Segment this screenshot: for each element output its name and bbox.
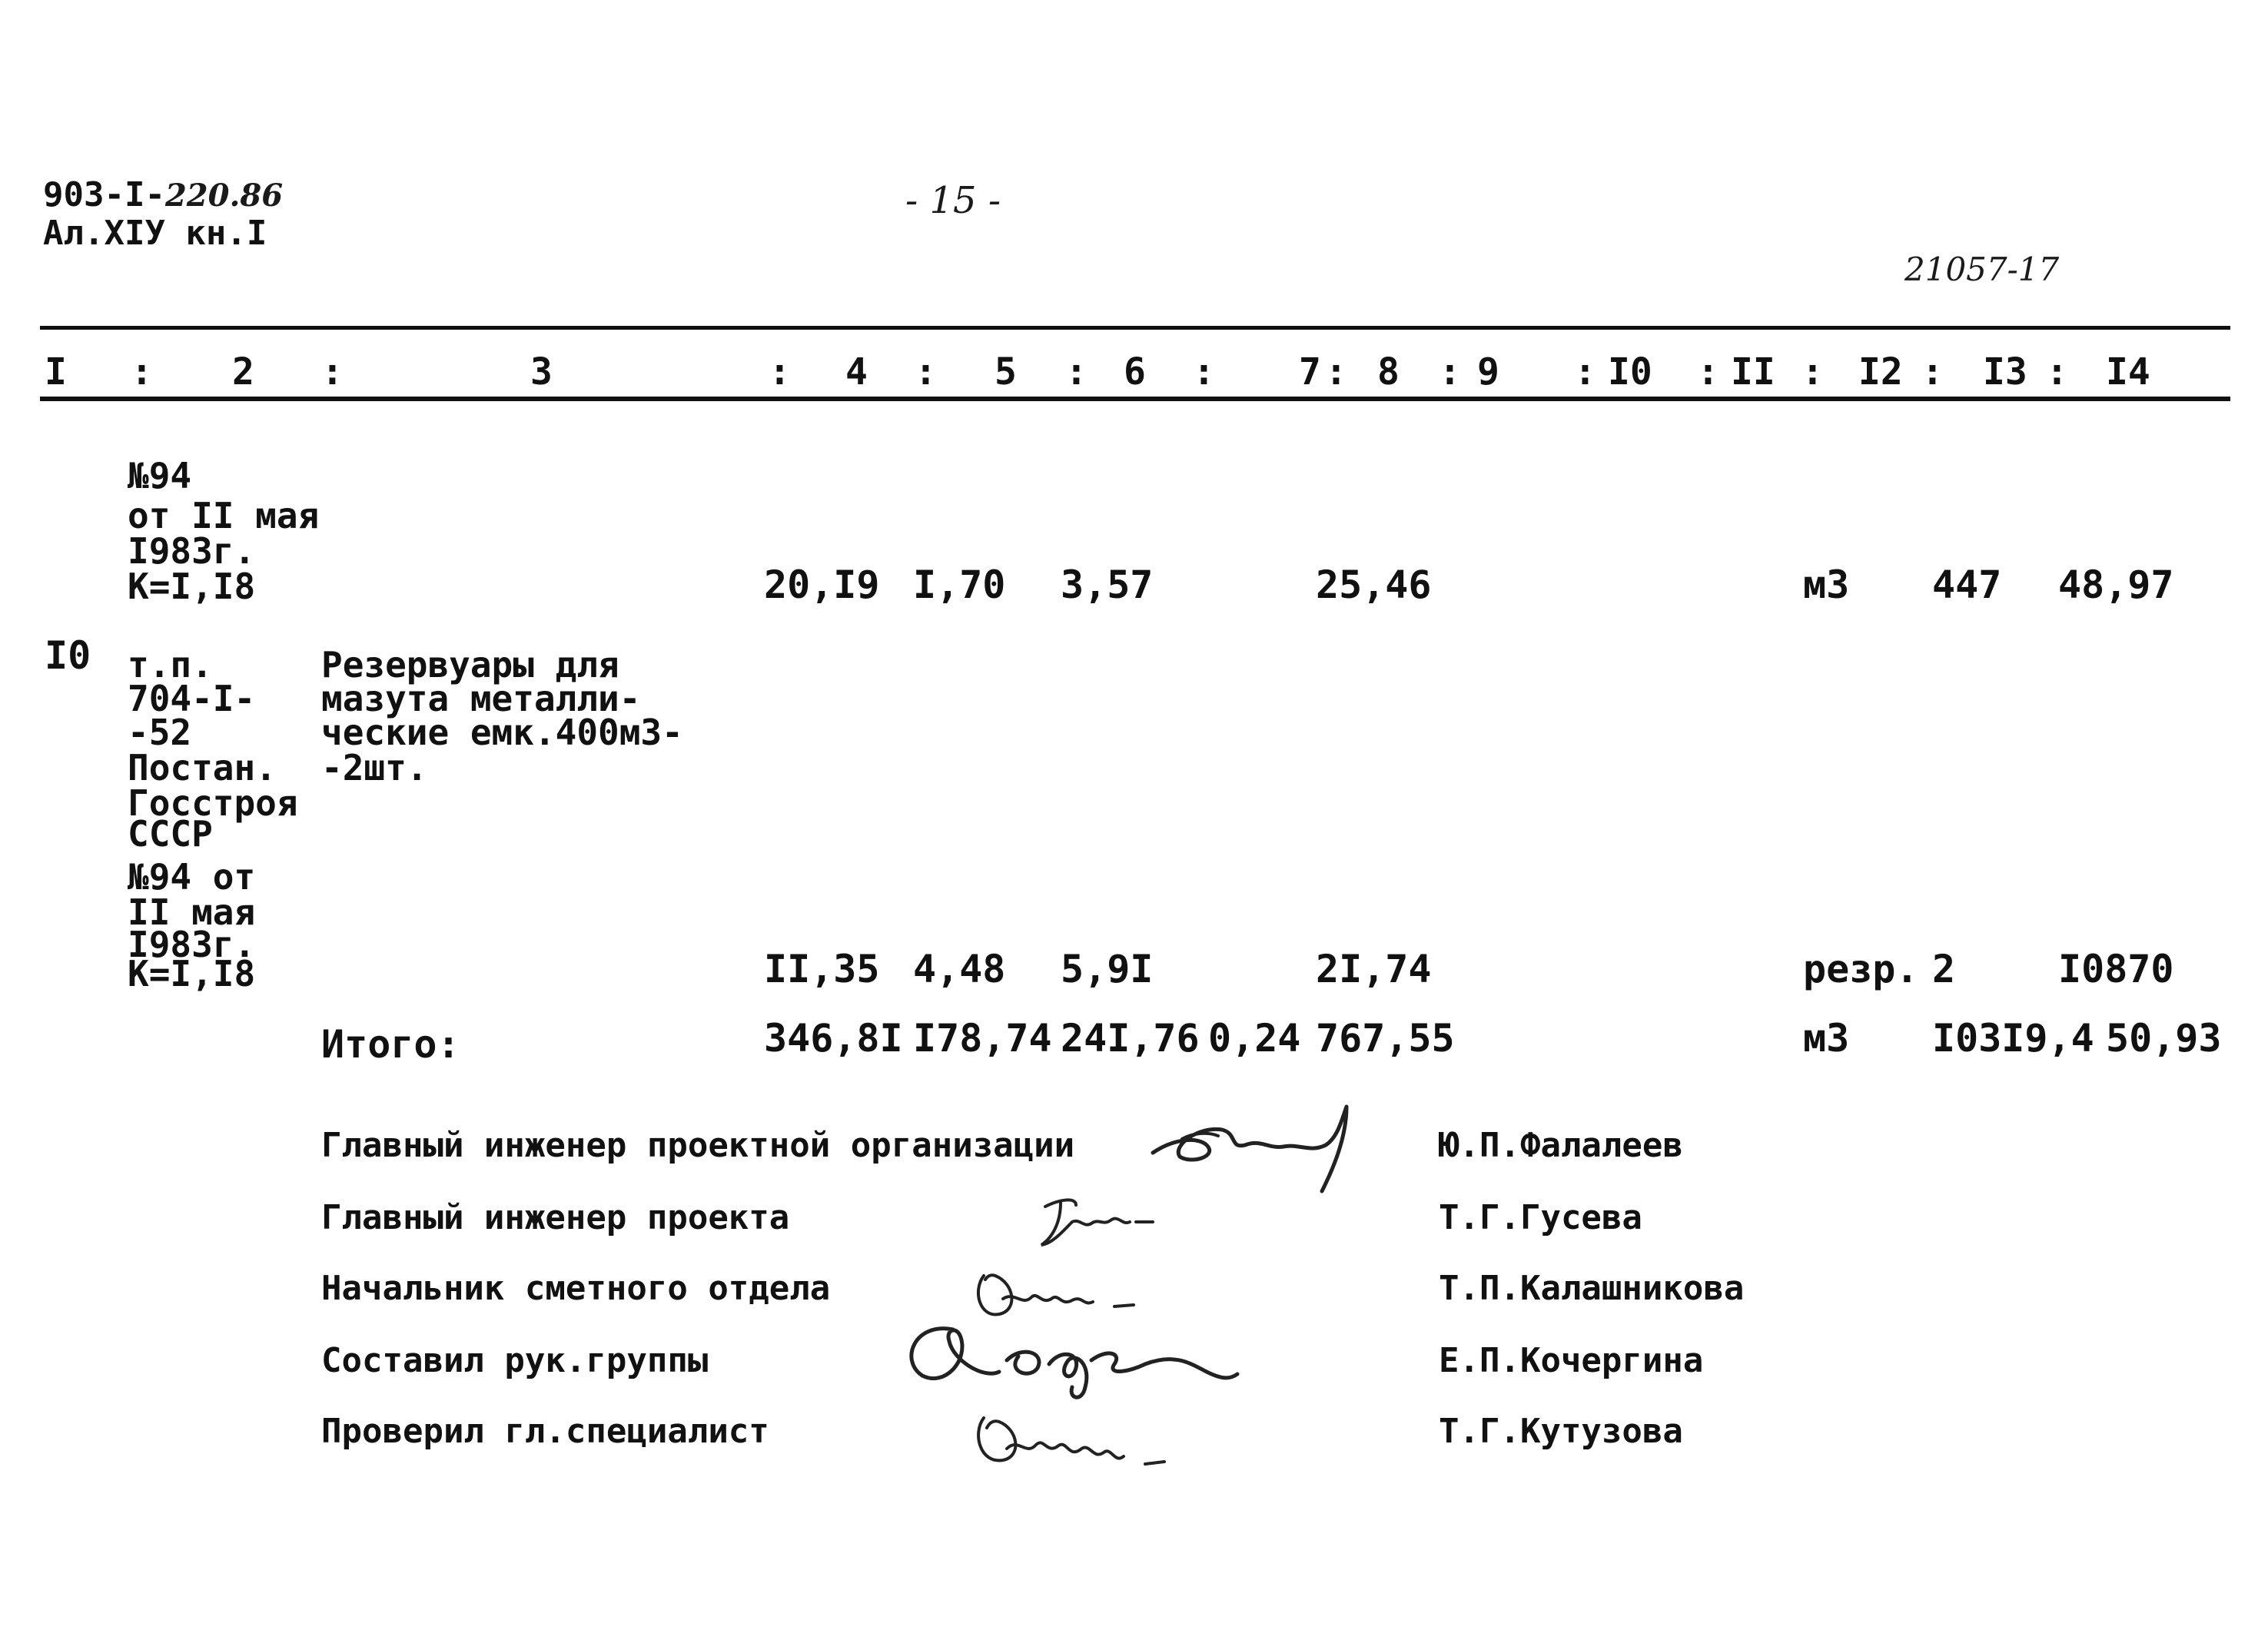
item-name-line: -2шт.: [321, 747, 428, 788]
signature-name: Т.Г.Кутузова: [1439, 1412, 1683, 1451]
value-unit: резр.: [1803, 947, 1919, 991]
column-separator: :: [1193, 350, 1215, 393]
column-separator: :: [1697, 350, 1719, 393]
value-col5: 4,48: [913, 947, 1006, 991]
column-header-14: I4: [2106, 350, 2150, 393]
document-code-printed: 903-I-: [43, 175, 165, 214]
column-header-1: I: [45, 350, 67, 393]
value-col5: I,70: [913, 563, 1006, 607]
column-header-9: 9: [1477, 350, 1499, 393]
basis-line: II мая: [128, 891, 256, 933]
column-separator: :: [1574, 350, 1596, 393]
basis-line: 704-I-: [128, 678, 256, 719]
value-total: 48,97: [2058, 563, 2174, 607]
summary-total: 50,93: [2106, 1016, 2222, 1061]
page-number: - 15 -: [905, 179, 1001, 222]
summary-quantity: I03I9,4: [1932, 1016, 2094, 1061]
value-col6: 5,9I: [1061, 947, 1154, 991]
column-header-4: 4: [845, 350, 868, 393]
handwritten-signature: [961, 1391, 1207, 1491]
item-name-line: Резервуары для: [321, 644, 619, 686]
signature-name: Т.Г.Гусева: [1439, 1198, 1642, 1237]
column-separator: :: [1921, 350, 1944, 393]
value-total: I0870: [2058, 947, 2174, 991]
summary-col8: 767,55: [1316, 1016, 1455, 1061]
column-separator: :: [1439, 350, 1461, 393]
column-separator: :: [1801, 350, 1824, 393]
column-separator: :: [1065, 350, 1088, 393]
column-separator: :: [915, 350, 937, 393]
basis-line: Госстроя: [128, 782, 298, 824]
column-header-6: 6: [1124, 350, 1146, 393]
basis-line: Постан.: [128, 747, 277, 788]
summary-col4: 346,8I: [764, 1016, 903, 1061]
column-header-5: 5: [995, 350, 1017, 393]
value-col8: 2I,74: [1316, 947, 1432, 991]
column-separator: :: [321, 350, 344, 393]
summary-col7: 0,24: [1208, 1016, 1301, 1061]
signature-name: Е.П.Кочергина: [1439, 1341, 1704, 1380]
basis-line: №94 от: [128, 856, 256, 898]
basis-line: I983г.: [128, 530, 256, 572]
value-col8: 25,46: [1316, 563, 1432, 607]
basis-line: -52: [128, 712, 192, 753]
basis-line: СССР: [128, 813, 213, 855]
signature-role: Составил рук.группы: [321, 1341, 709, 1380]
value-quantity: 447: [1932, 563, 2002, 607]
summary-unit: м3: [1803, 1016, 1850, 1061]
column-header-11: II: [1731, 350, 1775, 393]
column-header-7: 7: [1299, 350, 1321, 393]
column-header-12: I2: [1858, 350, 1903, 393]
signature-role: Проверил гл.специалист: [321, 1412, 769, 1451]
signature-name: Т.П.Калашникова: [1439, 1269, 1745, 1308]
signature-role: Главный инженер проекта: [321, 1198, 790, 1237]
document-code-handwritten: 220.86: [164, 178, 284, 214]
value-col4: 20,I9: [764, 563, 880, 607]
column-separator: :: [2046, 350, 2068, 393]
header-top-rule: [40, 326, 2230, 330]
value-col6: 3,57: [1061, 563, 1154, 607]
column-header-13: I3: [1983, 350, 2027, 393]
column-header-10: I0: [1608, 350, 1652, 393]
signature-role: Главный инженер проектной организации: [321, 1126, 1075, 1165]
basis-line: К=I,I8: [128, 566, 256, 607]
column-separator: :: [131, 350, 153, 393]
basis-line: №94: [128, 455, 192, 496]
item-name-line: ческие емк.400м3-: [321, 712, 683, 753]
basis-line: т.п.: [128, 644, 213, 686]
column-header-3: 3: [530, 350, 553, 393]
basis-line: I983г.: [128, 924, 256, 965]
header-bottom-rule: [40, 397, 2230, 401]
value-col4: II,35: [764, 947, 880, 991]
summary-col5: I78,74: [913, 1016, 1052, 1061]
archive-number: 21057-17: [1904, 251, 2060, 288]
column-separator: :: [1325, 350, 1347, 393]
column-header-2: 2: [232, 350, 254, 393]
signature-name: Ю.П.Фалалеев: [1439, 1126, 1683, 1165]
column-header-8: 8: [1377, 350, 1400, 393]
document-code: [43, 177, 283, 215]
summary-label: Итого:: [321, 1022, 460, 1067]
basis-line: от II мая: [128, 495, 320, 536]
summary-col6: 24I,76: [1061, 1016, 1200, 1061]
signature-role: Начальник сметного отдела: [321, 1269, 831, 1308]
value-quantity: 2: [1932, 947, 1956, 991]
basis-line: К=I,I8: [128, 953, 256, 994]
column-separator: :: [769, 350, 791, 393]
item-name-line: мазута металли-: [321, 678, 641, 719]
row-number: I0: [45, 633, 91, 678]
value-unit: м3: [1803, 563, 1850, 607]
album-label: Ал.XIУ кн.I: [43, 214, 267, 253]
